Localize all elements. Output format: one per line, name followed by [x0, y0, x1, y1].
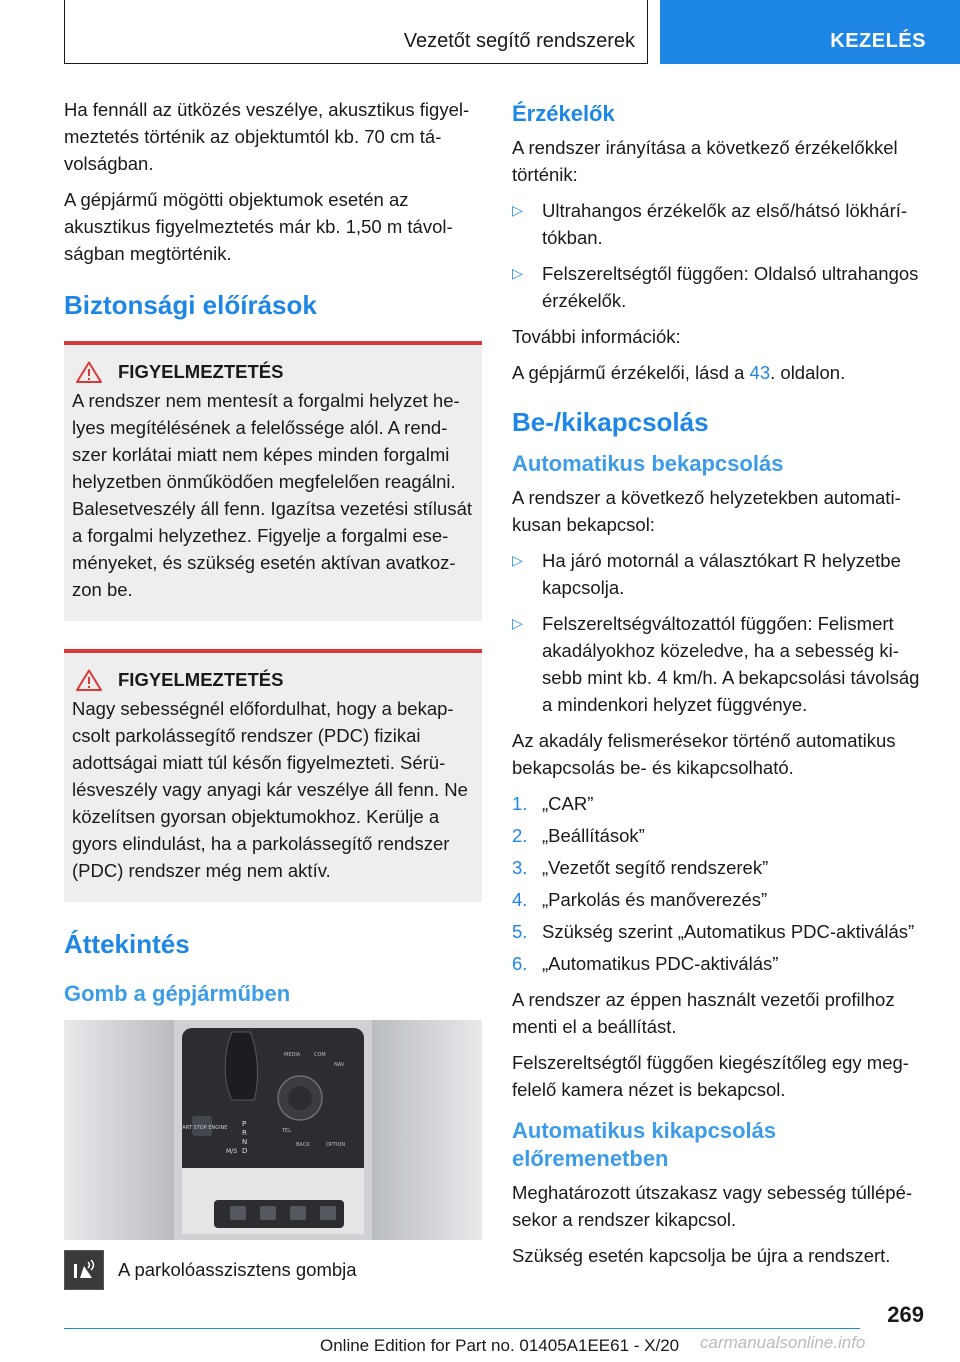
warning-triangle-icon — [76, 669, 102, 691]
auto-on-intro: A rendszer a következő helyzetekben automatikusan bekapcsol: — [512, 487, 901, 535]
step-item: 1. „CAR” — [512, 793, 594, 814]
gear-label-p: P — [242, 1120, 247, 1128]
left-column — [64, 96, 482, 1292]
page-number: 269 — [887, 1302, 924, 1327]
footer-edition: Online Edition for Part no. 01405A1EE61 - X/20 — [320, 1336, 680, 1355]
profile-paragraph: A rendszer az éppen használt vezetői profilhoz menti el a beállítást. — [512, 989, 895, 1037]
more-info-label: További információk: — [512, 326, 681, 347]
console-label-nav: NAV — [334, 1062, 345, 1068]
bullet-triangle-icon: ▷ — [512, 615, 523, 631]
warning-triangle-icon — [76, 361, 102, 383]
auto-off-paragraph: Meghatározott útszakasz vagy sebesség túllépésekor a rendszer kikapcsol. — [512, 1182, 913, 1230]
step-item: 6. „Automatikus PDC-aktiválás” — [512, 953, 779, 974]
park-assist-button-icon — [64, 1250, 104, 1290]
button-heading: Gomb a gépjárműben — [64, 981, 291, 1006]
center-console-photo — [64, 1020, 482, 1240]
footer-divider — [64, 1328, 860, 1329]
step-item: 4. „Parkolás és manőverezés” — [512, 889, 768, 910]
warning-box — [64, 341, 482, 621]
bullet-triangle-icon: ▷ — [512, 202, 523, 218]
start-stop-label: START STOP ENGINE — [176, 1125, 228, 1131]
list-item: ▷ Felszereltségváltozattól függően: Felismert akadályokhoz közeledve, ha a sebesség kisebb mint kb. 4 km/h. A bekapcsolási távolság a mindenkori helyzet függvénye. — [512, 610, 930, 718]
right-column — [512, 96, 930, 1278]
sensors-intro: A rendszer irányítása a következő érzékelőkkel történik: — [512, 137, 898, 185]
gear-label-r: R — [242, 1129, 247, 1137]
obstacle-paragraph: Az akadály felismerésekor történő automatikus bekapcsolás be- és kikapcsolható. — [512, 730, 896, 778]
chapter-tab-label: KEZELÉS — [830, 30, 926, 52]
warning-title: FIGYELMEZTETÉS — [118, 361, 284, 382]
figure-caption: A parkolóasszisztens gombja — [118, 1259, 357, 1280]
step-item: 2. „Beállítások” — [512, 825, 645, 846]
sensors-heading: Érzékelők — [512, 101, 615, 126]
console-label-com: COM — [314, 1052, 326, 1058]
warning-title: FIGYELMEZTETÉS — [118, 669, 284, 690]
header-section-box — [64, 0, 648, 64]
list-item: ▷ Ultrahangos érzékelők az első/hátsó lökhárítókban. — [512, 197, 930, 251]
overview-heading: Áttekintés — [64, 929, 190, 959]
header-chapter-tab[interactable] — [660, 0, 960, 64]
step-item: 5. Szükség szerint „Automatikus PDC-aktiválás” — [512, 921, 915, 942]
warning-text: Nagy sebességnél előfordulhat, hogy a bekapcsolt parkolássegítő rendszer (PDC) fizikai adottságai miatt túl későn figyelmezteti. Sérülésveszély vagy anyagi kár veszélye áll fenn. Ne közelítsen gyorsan objektumokhoz. Kerülje a gyors elindulást, ha a parkolássegítő rendszer (PDC) rendszer még nem aktív. — [72, 698, 468, 881]
page-reference-link[interactable]: 43 — [749, 362, 771, 383]
reference-line: A gépjármű érzékelői, lásd a 43. oldalon. — [512, 362, 846, 383]
bullet-triangle-icon: ▷ — [512, 552, 523, 568]
reactivate-paragraph: Szükség esetén kapcsolja be újra a rendszert. — [512, 1245, 891, 1266]
console-illustration — [64, 1020, 482, 1240]
warning-box — [64, 649, 482, 902]
console-label-option: OPTION — [326, 1142, 346, 1148]
safety-heading: Biztonsági előírások — [64, 290, 317, 320]
console-label-back: BACK — [296, 1142, 310, 1148]
menu-steps — [512, 790, 930, 977]
gear-label-ms: M/S — [226, 1148, 238, 1155]
auto-off-heading: Automatikus kikapcsolás előremenetben — [512, 1118, 777, 1171]
camera-paragraph: Felszereltségtől függően kiegészítőleg egy megfelelő kamera nézet is bekapcsol. — [512, 1052, 909, 1100]
onoff-heading: Be-/kikapcsolás — [512, 407, 709, 437]
list-item: ▷ Felszereltségtől függően: Oldalsó ultrahangos érzékelők. — [512, 260, 930, 314]
gear-label-d: D — [242, 1147, 248, 1155]
step-item: 3. „Vezetőt segítő rendszerek” — [512, 857, 769, 878]
intro-paragraph: Ha fennáll az ütközés veszélye, akusztikus figyelmeztetés történik az objektumtól kb. 70 cm távolságban. — [64, 99, 470, 174]
intro-paragraph: A gépjármű mögötti objektumok esetén az akusztikus figyelmeztetés már kb. 1,50 m távolságban megtörténik. — [64, 189, 453, 264]
console-label-media: MEDIA — [284, 1052, 301, 1058]
bullet-triangle-icon: ▷ — [512, 265, 523, 281]
gear-label-n: N — [242, 1138, 248, 1146]
console-label-tel: TEL — [282, 1128, 291, 1134]
site-watermark: carmanualsonline.info — [700, 1333, 866, 1352]
auto-on-heading: Automatikus bekapcsolás — [512, 451, 784, 476]
section-title: Vezetőt segítő rendszerek — [403, 30, 635, 52]
list-item: ▷ Ha járó motornál a választókart R helyzetbe kapcsolja. — [512, 547, 930, 601]
warning-text: A rendszer nem mentesít a forgalmi helyzet helyes megítélésének a felelőssége alól. A rendszer korlátai miatt nem képes minden forgalmi helyzetben önműködően megfelelően reagálni. Balesetveszély áll fenn. Igazítsa vezetési stílusát a forgalmi helyzethez. Figyelje a forgalmi eseményeket, és szükség esetén aktívan avatkozzon be. — [72, 390, 473, 600]
